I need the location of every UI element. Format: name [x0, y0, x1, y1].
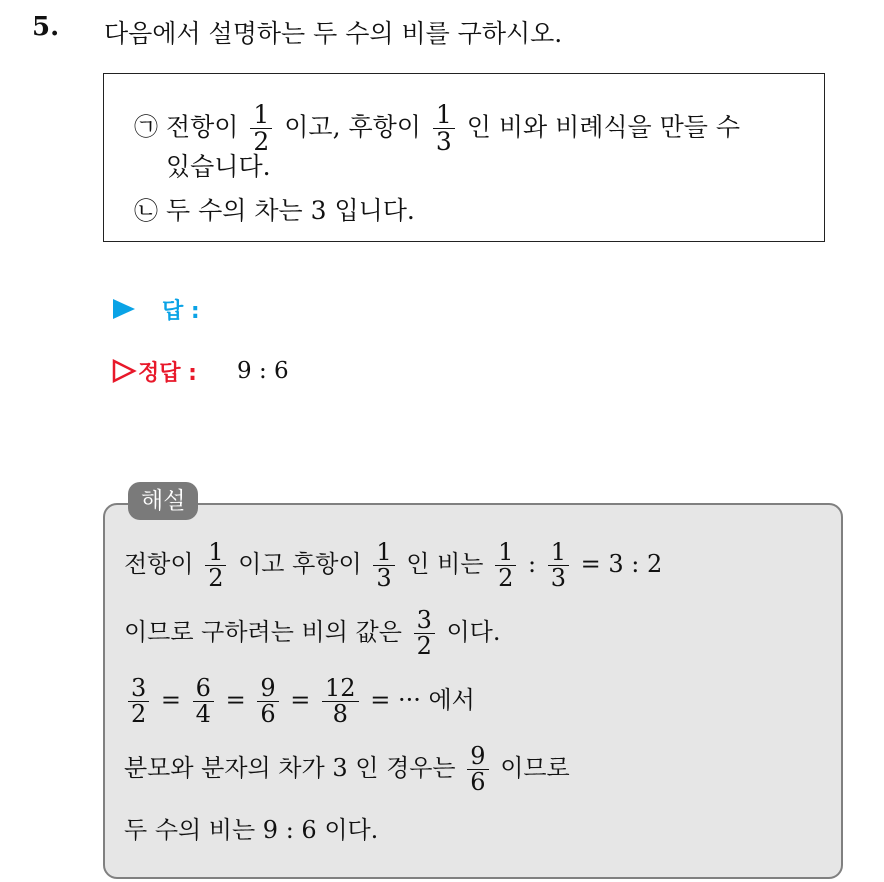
answer-row	[110, 294, 200, 325]
outline-play-icon	[110, 359, 138, 383]
correct-answer-label: 정답 :	[138, 361, 197, 386]
fraction: $\frac{9}{6}$	[257, 676, 278, 727]
fraction: $\frac{1}{2}$	[250, 102, 272, 156]
answer-label: 답 :	[162, 299, 200, 324]
play-icon	[110, 297, 138, 321]
question-number: 5.	[32, 12, 60, 42]
fraction: $\frac{6}{4}$	[193, 676, 214, 727]
condition-2-marker: ㉡	[134, 197, 158, 225]
fraction: $\frac{1}{3}$	[548, 540, 569, 591]
question-text: 다음에서 설명하는 두 수의 비를 구하시오.	[104, 19, 563, 48]
correct-answer-value: 9 : 6	[237, 358, 289, 384]
condition-2: ㉡ 두 수의 차는 3 입니다.	[134, 196, 415, 225]
fraction: $\frac{3}{2}$	[414, 608, 435, 659]
fraction: $\frac{9}{6}$	[467, 744, 488, 795]
fraction: $\frac{1}{2}$	[495, 540, 516, 591]
solution-line-2: 이므로 구하려는 비의 값은 $\frac{3}{2}$ 이다.	[124, 606, 501, 661]
condition-1-continued: 있습니다.	[166, 152, 271, 181]
solution-line-3: $\frac{3}{2}$ = $\frac{6}{4}$ = $\frac{9}{6}$ = $\frac{12}{8}$ = ··· 에서	[124, 676, 475, 727]
solution-line-4: 분모와 분자의 차가 3 인 경우는 $\frac{9}{6}$ 이므로	[124, 742, 570, 797]
condition-1-marker: ㉠	[134, 113, 158, 142]
solution-tag: 해설	[128, 482, 198, 520]
fraction: $\frac{12}{8}$	[322, 676, 359, 727]
solution-line-5: 두 수의 비는 9 : 6 이다.	[124, 816, 379, 844]
fraction: $\frac{1}{2}$	[205, 540, 226, 591]
fraction: $\frac{1}{3}$	[373, 540, 394, 591]
conditions-box	[103, 73, 825, 242]
fraction: $\frac{1}{3}$	[433, 102, 455, 156]
fraction: $\frac{3}{2}$	[128, 676, 149, 727]
condition-1: ㉠ 전항이 $\frac{1}{2}$ 이고, 후항이 $\frac{1}{3}$ 인 비와 비례식을 만들 수	[134, 100, 741, 157]
solution-line-1: 전항이 $\frac{1}{2}$ 이고 후항이 $\frac{1}{3}$ 인 비는 $\frac{1}{2}$ : $\frac{1}{3}$ = 3 : 2	[124, 538, 663, 593]
correct-answer-row	[110, 356, 197, 387]
